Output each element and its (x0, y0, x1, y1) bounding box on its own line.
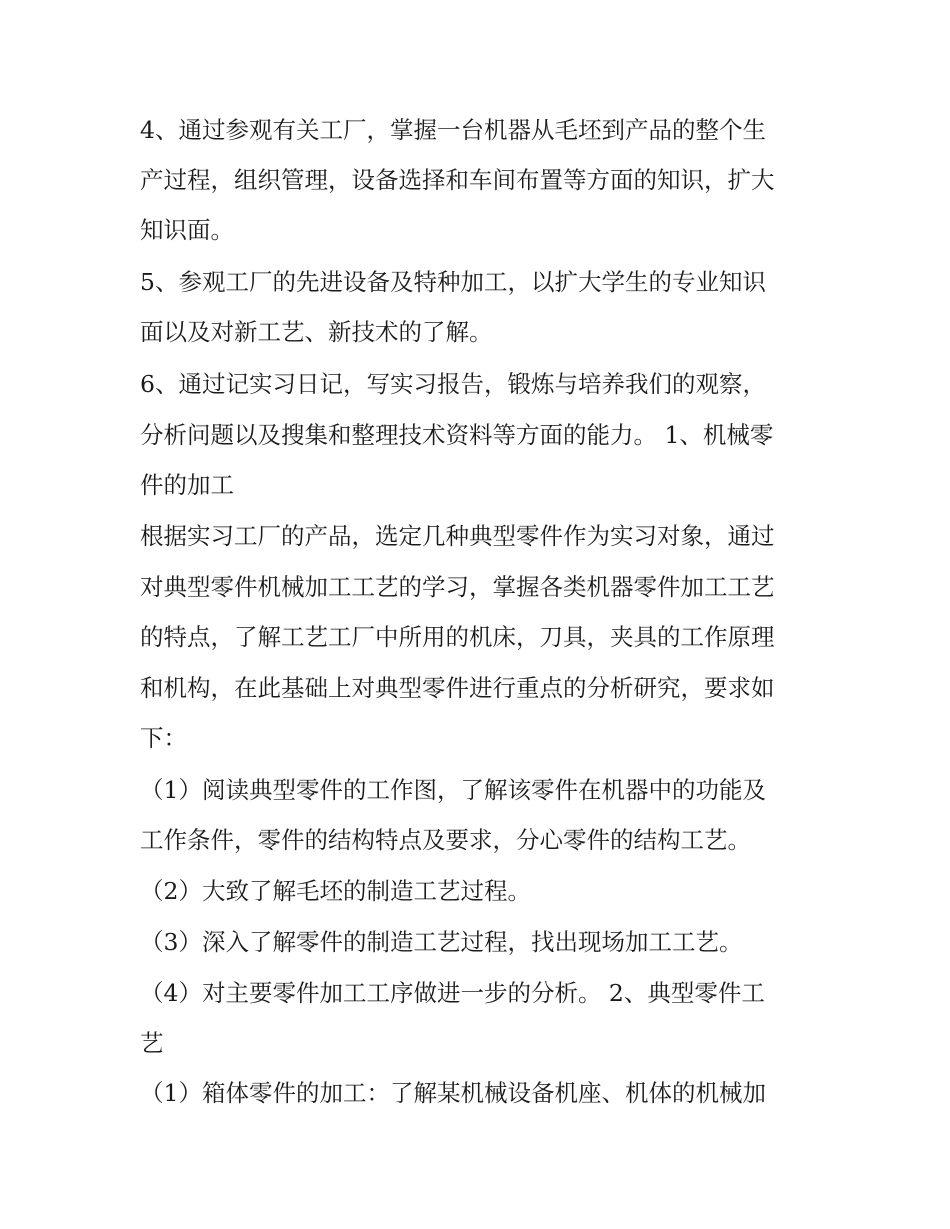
text-line: 产过程，组织管理，设备选择和车间布置等方面的知识，扩大 (140, 166, 775, 194)
text-line: 知识面。 (140, 216, 234, 244)
text-line: 的特点，了解工艺工厂中所用的机床，刀具，夹具的工作原理 (140, 623, 775, 651)
text-line: （3）深入了解零件的制造工艺过程，找出现场加工工艺。 (140, 928, 743, 956)
text-line: 6、通过记实习日记，写实习报告，锻炼与培养我们的观察， (140, 370, 766, 398)
text-line: 和机构，在此基础上对典型零件进行重点的分析研究，要求如 (140, 674, 775, 702)
text-line: （4）对主要零件加工工序做进一步的分析。 2、典型零件工 (140, 979, 765, 1007)
text-line: 5、参观工厂的先进设备及特种加工，以扩大学生的专业知识 (140, 268, 766, 296)
text-line: 工作条件，零件的结构特点及要求，分心零件的结构工艺。 (140, 826, 751, 854)
text-line: （2）大致了解毛坯的制造工艺过程。 (140, 877, 531, 905)
text-line: 件的加工 (140, 471, 234, 499)
text-line: 下： (140, 724, 187, 752)
text-line: （1）阅读典型零件的工作图，了解该零件在机器中的功能及 (140, 776, 766, 804)
text-line: 面以及对新工艺、新技术的了解。 (140, 318, 493, 346)
text-line: 4、通过参观有关工厂，掌握一台机器从毛坯到产品的整个生 (140, 116, 766, 144)
text-line: 对典型零件机械加工工艺的学习，掌握各类机器零件加工工艺 (140, 573, 775, 601)
text-line: 艺 (140, 1029, 164, 1057)
text-line: 分析问题以及搜集和整理技术资料等方面的能力。 1、机械零 (140, 421, 774, 449)
text-line: 根据实习工厂的产品，选定几种典型零件作为实习对象，通过 (140, 522, 775, 550)
text-line: （1）箱体零件的加工：了解某机械设备机座、机体的机械加 (140, 1079, 766, 1107)
